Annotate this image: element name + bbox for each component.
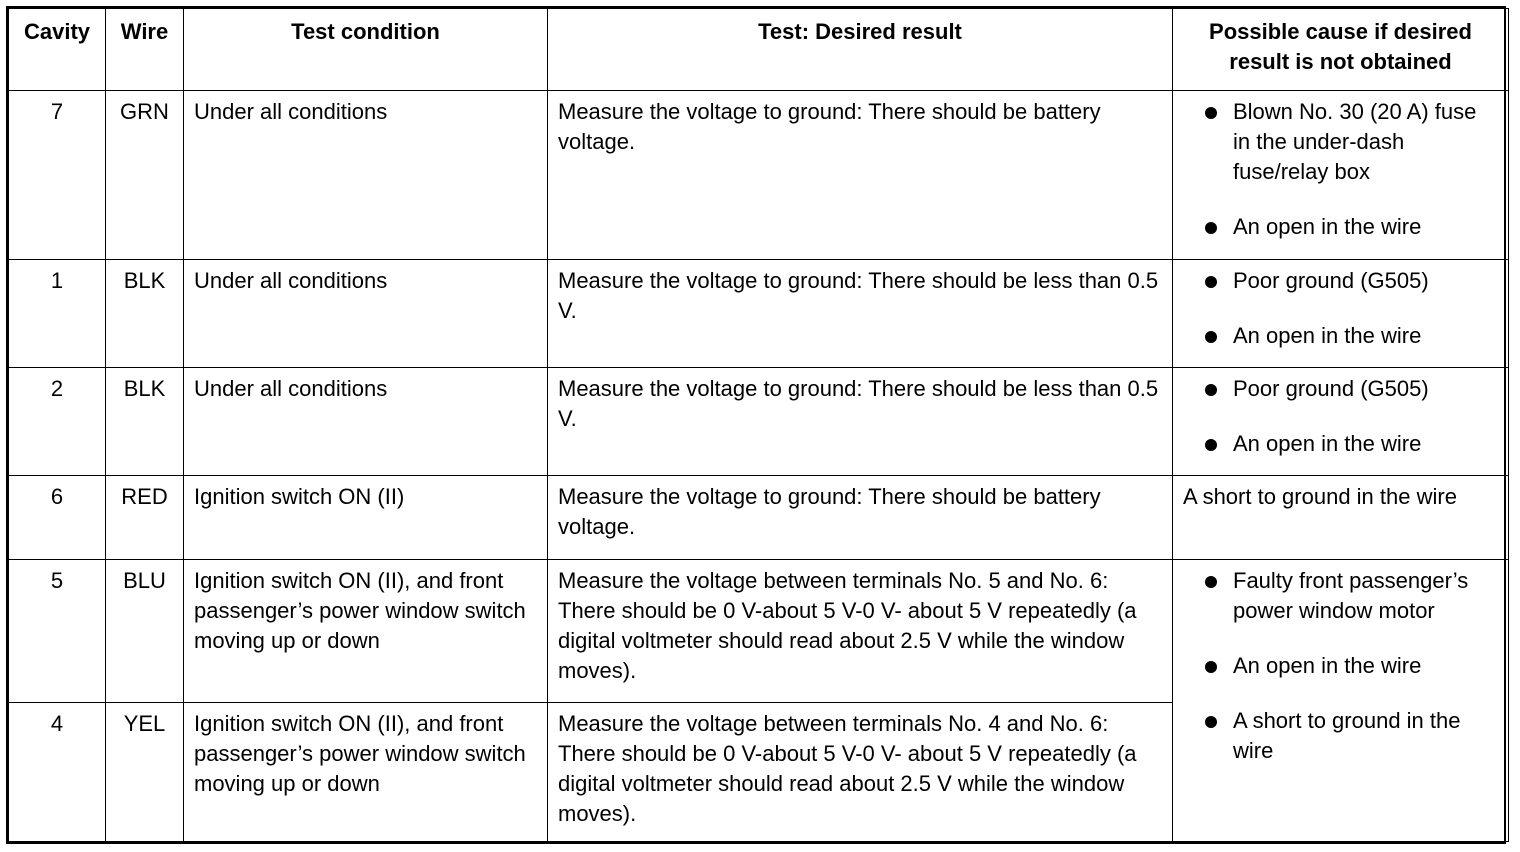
cause-text: Blown No. 30 (20 A) fuse in the under-dash fuse/relay box [1233,99,1477,184]
header-wire: Wire [106,9,184,91]
cell-result: Measure the voltage to ground: There should be less than 0.5 V. [548,368,1173,476]
bullet-dot-icon [1205,107,1217,119]
cause-text: A short to ground in the wire [1233,708,1461,763]
cause-item [1183,429,1498,459]
table-row [9,91,1509,260]
troubleshooting-table [8,8,1509,842]
cause-item [1183,212,1498,242]
bullet-dot-icon [1205,661,1217,673]
cause-item [1183,651,1498,681]
cause-list [1183,566,1498,766]
cell-result: Measure the voltage between terminals No. 4 and No. 6: There should be 0 V-about 5 V-0 V- about 5 V repeatedly (a digital voltmeter should read about 2.5 V while the window moves). [548,703,1173,842]
header-possible-cause-line2: result is not obtained [1229,49,1452,74]
cell-wire: BLK [106,260,184,368]
cell-wire: YEL [106,703,184,842]
header-row [9,9,1509,91]
cell-condition: Under all conditions [184,260,548,368]
cell-result: Measure the voltage between terminals No. 5 and No. 6: There should be 0 V-about 5 V-0 V- about 5 V repeatedly (a digital voltmeter should read about 2.5 V while the window moves). [548,560,1173,703]
cell-causes [1173,368,1509,476]
cell-cavity: 7 [9,91,106,260]
table-row [9,560,1509,703]
cell-result: Measure the voltage to ground: There should be battery voltage. [548,476,1173,560]
bullet-dot-icon [1205,384,1217,396]
header-desired-result: Test: Desired result [548,9,1173,91]
bullet-dot-icon [1205,439,1217,451]
cell-cavity: 6 [9,476,106,560]
cell-wire: GRN [106,91,184,260]
cause-text: Faulty front passenger’s power window motor [1233,568,1469,623]
table-row [9,476,1509,560]
cell-wire: BLU [106,560,184,703]
bullet-dot-icon [1205,222,1217,234]
cell-condition: Under all conditions [184,91,548,260]
cell-cavity: 1 [9,260,106,368]
cause-text: An open in the wire [1233,214,1422,239]
cause-text: An open in the wire [1233,431,1422,456]
cell-cavity: 4 [9,703,106,842]
cell-result: Measure the voltage to ground: There should be battery voltage. [548,91,1173,260]
header-cavity: Cavity [9,9,106,91]
cause-item [1183,706,1498,766]
header-possible-cause-line1: Possible cause if desired [1209,19,1472,44]
header-possible-cause [1173,9,1509,91]
bullet-dot-icon [1205,276,1217,288]
cell-cavity: 2 [9,368,106,476]
cause-item [1183,374,1498,404]
cell-cavity: 5 [9,560,106,703]
cause-text: An open in the wire [1233,323,1422,348]
troubleshooting-table-frame [6,6,1506,844]
cell-condition: Ignition switch ON (II), and front passenger’s power window switch moving up or down [184,560,548,703]
cause-text: Poor ground (G505) [1233,268,1429,293]
cause-text: Poor ground (G505) [1233,376,1429,401]
header-test-condition: Test condition [184,9,548,91]
cell-result: Measure the voltage to ground: There should be less than 0.5 V. [548,260,1173,368]
cause-item [1183,321,1498,351]
cause-text: An open in the wire [1233,653,1422,678]
cause-list [1183,266,1498,351]
cause-list [1183,97,1498,242]
cell-wire: BLK [106,368,184,476]
cause-item [1183,566,1498,626]
cell-causes [1173,260,1509,368]
table-row [9,260,1509,368]
cell-condition: Under all conditions [184,368,548,476]
cause-list [1183,374,1498,459]
cell-causes [1173,91,1509,260]
cell-wire: RED [106,476,184,560]
table-row [9,368,1509,476]
bullet-dot-icon [1205,716,1217,728]
cause-item [1183,97,1498,187]
bullet-dot-icon [1205,331,1217,343]
bullet-dot-icon [1205,576,1217,588]
cell-condition: Ignition switch ON (II), and front passenger’s power window switch moving up or down [184,703,548,842]
cell-causes-shared [1173,560,1509,842]
cause-item [1183,266,1498,296]
cell-cause-text: A short to ground in the wire [1173,476,1509,560]
cell-condition: Ignition switch ON (II) [184,476,548,560]
